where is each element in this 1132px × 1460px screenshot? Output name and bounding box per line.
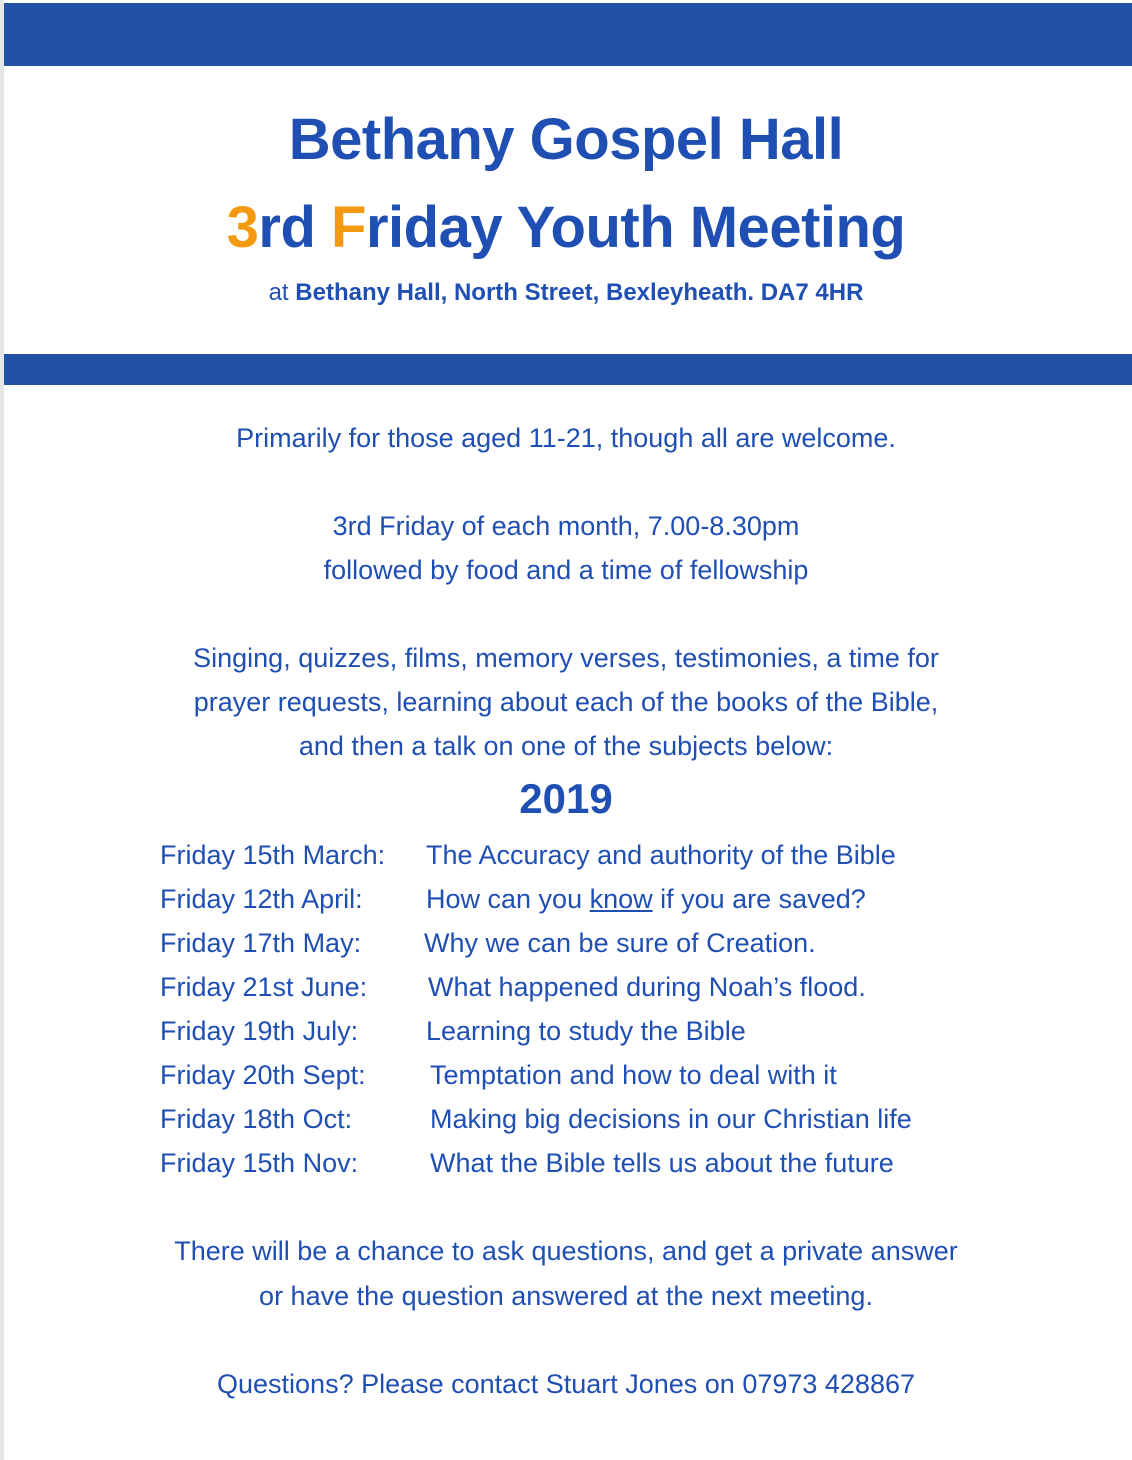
- schedule-row: [160, 1102, 1020, 1146]
- topic-underlined-word: know: [589, 884, 653, 914]
- middle-band: [4, 354, 1132, 385]
- schedule-topic: Learning to study the Bible: [426, 1016, 746, 1046]
- audience-text: Primarily for those aged 11-21, though all are welcome.: [236, 423, 896, 453]
- questions-line-2: or have the question answered at the next meeting.: [259, 1281, 873, 1311]
- schedule-topic: [426, 884, 866, 915]
- schedule-topic: What happened during Noah’s flood.: [428, 972, 866, 1002]
- fellowship-text: followed by food and a time of fellowship: [323, 555, 809, 585]
- title-accent-3: 3: [226, 195, 259, 260]
- title-part-rd: rd: [258, 195, 332, 260]
- schedule-topic: The Accuracy and authority of the Bible: [426, 840, 896, 870]
- schedule-date: Friday 15th March:: [160, 840, 386, 870]
- hall-title: Bethany Gospel Hall: [288, 107, 844, 172]
- schedule-date: Friday 18th Oct:: [160, 1104, 353, 1134]
- schedule-date: Friday 12th April:: [160, 884, 363, 914]
- schedule-row: [160, 1146, 1020, 1190]
- activities-line-2: prayer requests, learning about each of the books of the Bible,: [193, 687, 939, 717]
- schedule-row: [160, 882, 1020, 926]
- schedule-topic: Why we can be sure of Creation.: [424, 928, 816, 958]
- venue-address: [0, 279, 1132, 307]
- schedule-row: [160, 1014, 1020, 1058]
- title-part-riday: riday Youth Meeting: [365, 195, 906, 260]
- schedule-time-text: 3rd Friday of each month, 7.00-8.30pm: [332, 511, 800, 541]
- schedule-row: [160, 838, 1020, 882]
- schedule-row: [160, 1058, 1020, 1102]
- activities-line-3: and then a talk on one of the subjects below:: [298, 731, 834, 761]
- schedule-topic: What the Bible tells us about the future: [430, 1148, 894, 1178]
- schedule-list: [160, 838, 1020, 1190]
- questions-line-1: There will be a chance to ask questions, and get a private answer: [174, 1236, 958, 1266]
- title-accent-f: F: [331, 195, 366, 260]
- schedule-row: [160, 970, 1020, 1014]
- meeting-title: [0, 194, 1132, 261]
- schedule-topic: Making big decisions in our Christian life: [430, 1104, 912, 1134]
- schedule-row: [160, 926, 1020, 970]
- address-prefix: at: [268, 279, 296, 306]
- schedule-date: Friday 20th Sept:: [160, 1060, 366, 1090]
- topic-part: How can you: [426, 884, 590, 914]
- activities-line-1: Singing, quizzes, films, memory verses, testimonies, a time for: [193, 643, 939, 673]
- top-band: [4, 3, 1132, 66]
- contact-text: Questions? Please contact Stuart Jones on 07973 428867: [217, 1369, 915, 1399]
- schedule-topic: Temptation and how to deal with it: [430, 1060, 837, 1090]
- schedule-date: Friday 17th May:: [160, 928, 362, 958]
- schedule-year: 2019: [519, 775, 613, 822]
- schedule-date: Friday 19th July:: [160, 1016, 359, 1046]
- schedule-date: Friday 21st June:: [160, 972, 368, 1002]
- schedule-date: Friday 15th Nov:: [160, 1148, 359, 1178]
- topic-part: if you are saved?: [652, 884, 866, 914]
- address-text: Bethany Hall, North Street, Bexleyheath. DA7 4HR: [295, 279, 864, 306]
